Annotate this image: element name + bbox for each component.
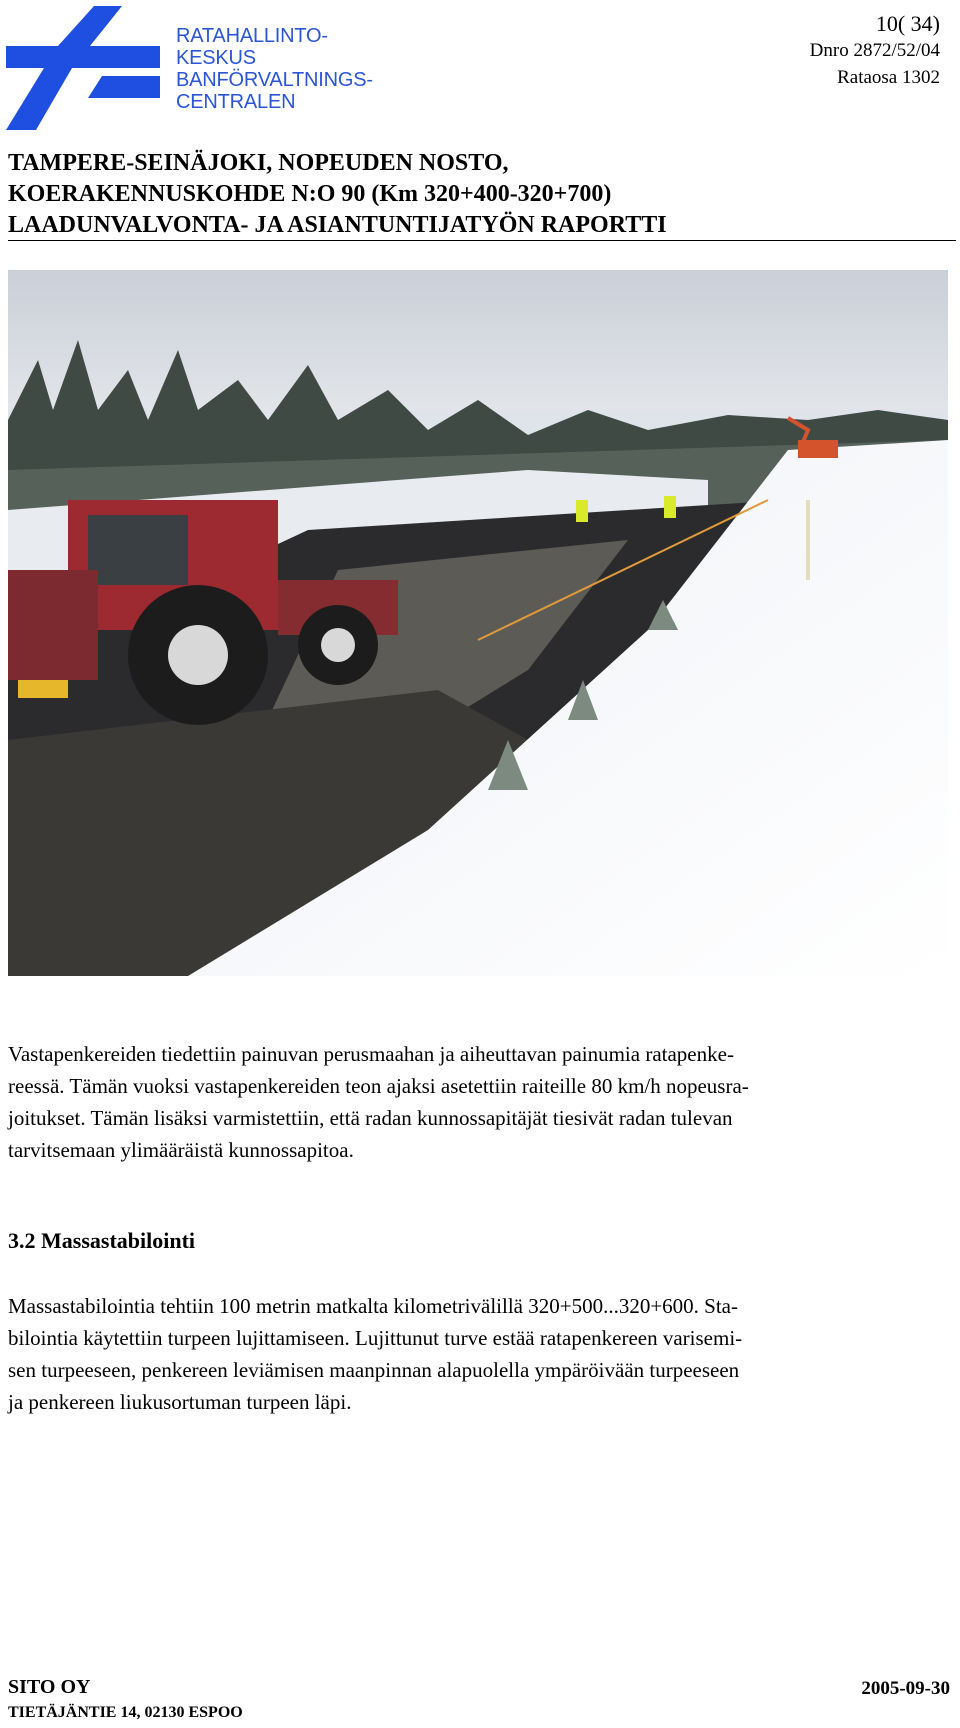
title-line-1: TAMPERE-SEINÄJOKI, NOPEUDEN NOSTO, (8, 150, 509, 176)
document-meta (810, 10, 940, 91)
section-heading: 3.2 Massastabilointi (8, 1228, 196, 1253)
footer-address: TIETÄJÄNTIE 14, 02130 ESPOO (8, 1704, 243, 1721)
paragraph-2-line: sen turpeeseen, penkereen leviämisen maanpinnan alapuolella ympäröivään turpeeseen (8, 1358, 740, 1382)
logo-line-3: BANFÖRVALTNINGS- (176, 69, 373, 91)
logo-line-4: CENTRALEN (176, 91, 296, 113)
site-photo (8, 270, 948, 976)
logo-wordmark (176, 25, 373, 113)
paragraph-2-line: bilointia käytettiin turpeen lujittamiseen. Lujittunut turve estää ratapenkereen varisemi- (8, 1326, 743, 1350)
document-title (8, 148, 667, 241)
company-logo (6, 6, 386, 136)
footer-date: 2005-09-30 (861, 1678, 950, 1699)
dnro-number: Dnro 2872/52/04 (809, 40, 940, 61)
footer-company: SITO OY (8, 1676, 91, 1698)
paragraph-1-line: joitukset. Tämän lisäksi varmistettiin, että radan kunnossapitäjät tiesivät radan tulevan (8, 1106, 733, 1130)
rataosa-number: Rataosa 1302 (837, 67, 940, 88)
paragraph-1-line: reessä. Tämän vuoksi vastapenkereiden teon ajaksi asetettiin raiteille 80 km/h nopeusra- (8, 1074, 749, 1098)
logo-mark-icon (6, 6, 166, 136)
paragraph-1 (8, 1038, 948, 1166)
logo-line-2: KESKUS (176, 47, 256, 69)
paragraph-1-line: Vastapenkereiden tiedettiin painuvan perusmaahan ja aiheuttavan painumia ratapenke- (8, 1042, 734, 1066)
paragraph-2-line: ja penkereen liukusortuman turpeen läpi. (8, 1390, 352, 1414)
logo-line-1: RATAHALLINTO- (176, 25, 328, 47)
paragraph-2-line: Massastabilointia tehtiin 100 metrin matkalta kilometrivälillä 320+500...320+600. Sta- (8, 1294, 738, 1318)
page-number: 10( 34) (875, 11, 940, 36)
title-line-2: KOERAKENNUSKOHDE N:O 90 (Km 320+400-320+700) (8, 181, 612, 207)
paragraph-2 (8, 1290, 948, 1418)
paragraph-1-line: tarvitsemaan ylimääräistä kunnossapitoa. (8, 1138, 354, 1162)
title-line-3: LAADUNVALVONTA- JA ASIANTUNTIJATYÖN RAPORTTI (8, 212, 667, 238)
title-divider (8, 240, 956, 241)
